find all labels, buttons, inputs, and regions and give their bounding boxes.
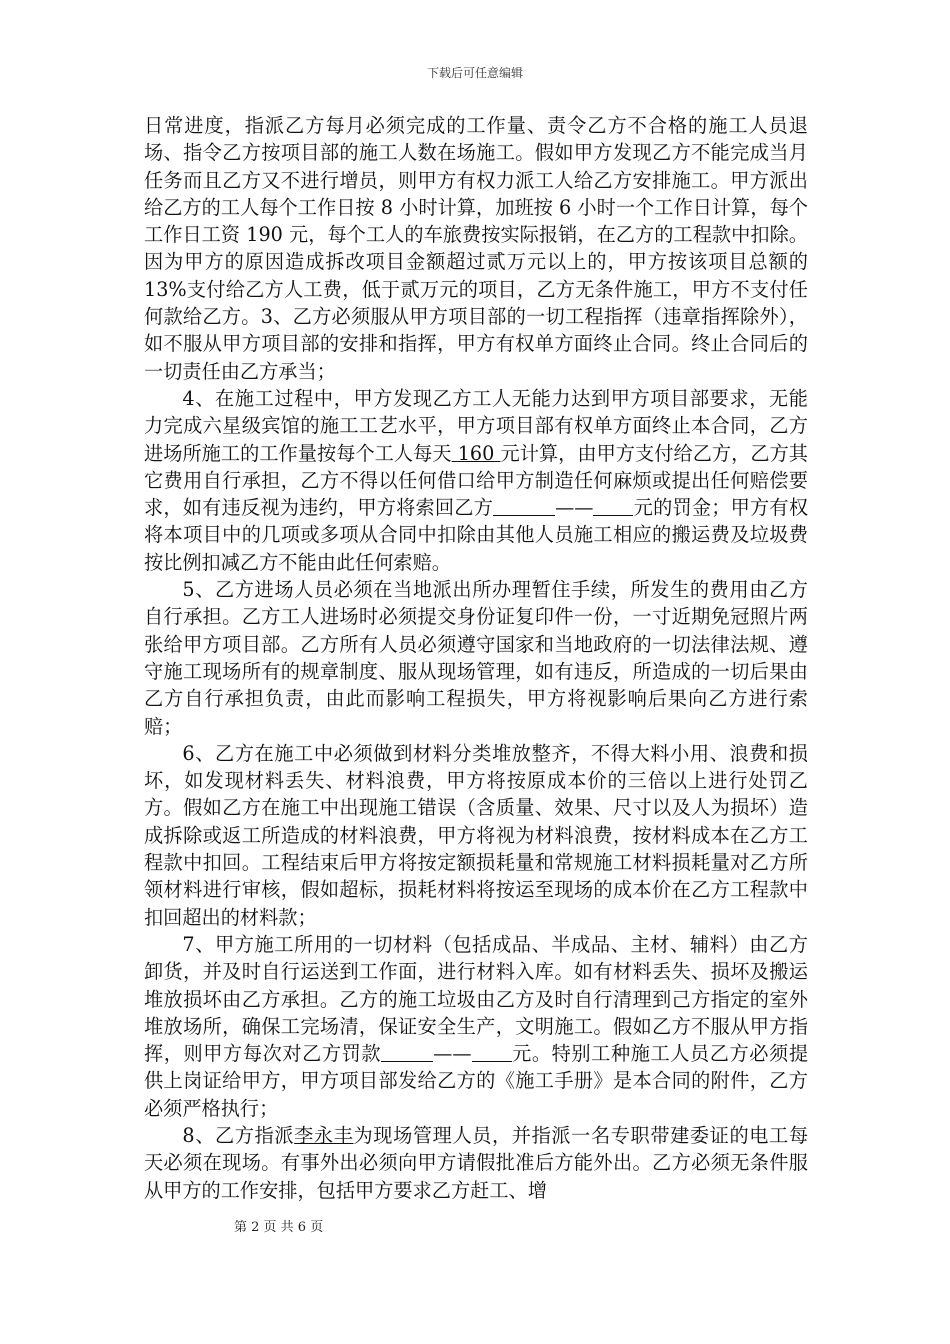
page-footer: 第 2 页 共 6 页 <box>234 1220 324 1235</box>
p8-text-a: 8、乙方指派 <box>182 1123 295 1147</box>
paragraph-3: 日常进度，指派乙方每月必须完成的工作量、责令乙方不合格的施工人员退场、指令乙方按项目部的施工人数在场施工。假如甲方发现乙方不能完成当月任务而且乙方又不进行增员，则甲方有权力派工人给乙方安排施工。甲方派出给乙方的工人每个工作日按 8 小时计算，加班按 6 小时一个工作日计算，每个工作日工资 190 元，每个工人的车旅费按实际报销，在乙方的工程款中扣除。因为甲方的原因造成拆改项目金额超过贰万元以上的，甲方按该项目总额的 13%支付给乙方人工费，低于贰万元的项目，乙方无条件施工，甲方不支付任何款给乙方。3、乙方必须服从甲方项目部的一切工程指挥（违章指挥除外），如不服从甲方项目部的安排和指挥，甲方有权单方面终止合同。终止合同后的一切责任由乙方承当； <box>144 114 808 383</box>
paragraph-6: 6、乙方在施工中必须做到材料分类堆放整齐，不得大料小用、浪费和损坏，如发现材料丢失、材料浪费，甲方将按原成本价的三倍以上进行处罚乙方。假如乙方在施工中出现施工错误（含质量、效果、尺寸以及人为损坏）造成拆除或返工所造成的材料浪费，甲方将视为材料浪费，按材料成本在乙方工程款中扣回。工程结束后甲方将按定额损耗量和常规施工材料损耗量对乙方所领材料进行审核，假如超标，损耗材料将按运至现场的成本价在乙方工程款中扣回超出的材料款； <box>144 741 808 929</box>
dash: —— <box>555 496 594 520</box>
penalty-blank-1 <box>493 497 555 516</box>
paragraph-8 <box>144 1122 808 1204</box>
p7-text-a: 7、甲方施工所用的一切材料（包括成品、半成品、主材、辅料）由乙方卸货，并及时自行运送到工作面，进行材料入库。如有材料丢失、损坏及搬运堆放损坏由乙方承担。乙方的施工垃圾由乙方及时自行清理到己方指定的室外堆放场所，确保工完场清，保证安全生产，文明施工。假如乙方不服从甲方指挥，则甲方每次对乙方罚款 <box>144 932 808 1066</box>
p4-text-b: 元计算，由甲方支付给乙方，乙方其它费用自行承担，乙方不得以任何借口给甲方制造任何麻烦或提出任何赔偿要求，如有违反视为违约，甲方将索回乙方 <box>144 441 808 520</box>
paragraph-5: 5、乙方进场人员必须在当地派出所办理暂住手续，所发生的费用由乙方自行承担。乙方工人进场时必须提交身份证复印件一份，一寸近期免冠照片两张给甲方项目部。乙方所有人员必须遵守国家和当地政府的一切法律法规、遵守施工现场所有的规章制度、服从现场管理，如有违反，所造成的一切后果由乙方自行承担负责，由此而影响工程损失，甲方将视影响后果向乙方进行索赔； <box>144 578 808 738</box>
daily-wage-amount: 160 <box>457 441 495 465</box>
p7-text-b: 元。特别工种施工人员乙方必须提供上岗证给甲方，甲方项目部发给乙方的《施工手册》是本合同的附件，乙方必须严格执行； <box>144 1042 809 1120</box>
p4-text-a: 4、在施工过程中，甲方发现乙方工人无能力达到甲方项目部要求，无能力完成六星级宾馆的施工工艺水平，甲方项目部有权单方面终止本合同，乙方进场所施工的工作量按每个工人每天 <box>144 386 808 465</box>
paragraph-7 <box>144 931 808 1122</box>
paragraph-4 <box>144 385 808 576</box>
fine-blank-2 <box>472 1043 512 1062</box>
site-manager-name: 李永丰 <box>294 1123 354 1147</box>
dash: —— <box>433 1042 472 1066</box>
document-body <box>144 112 808 1204</box>
p8-text-b: 为现场管理人员，并指派一名专职带建委证的电工每天必须在现场。有事外出必须向甲方请假批准后方能外出。乙方必须无条件服从甲方的工作安排，包括甲方要求乙方赶工、增 <box>144 1123 809 1202</box>
page-header: 下载后可任意编辑 <box>426 66 523 80</box>
p4-text-c: 元的罚金；甲方有权将本项目中的几项或多项从合同中扣除由其他人员施工相应的搬运费及垃圾费按比例扣减乙方不能由此任何索赔。 <box>144 496 809 574</box>
penalty-blank-2 <box>593 497 633 516</box>
fine-blank-1 <box>381 1043 433 1062</box>
